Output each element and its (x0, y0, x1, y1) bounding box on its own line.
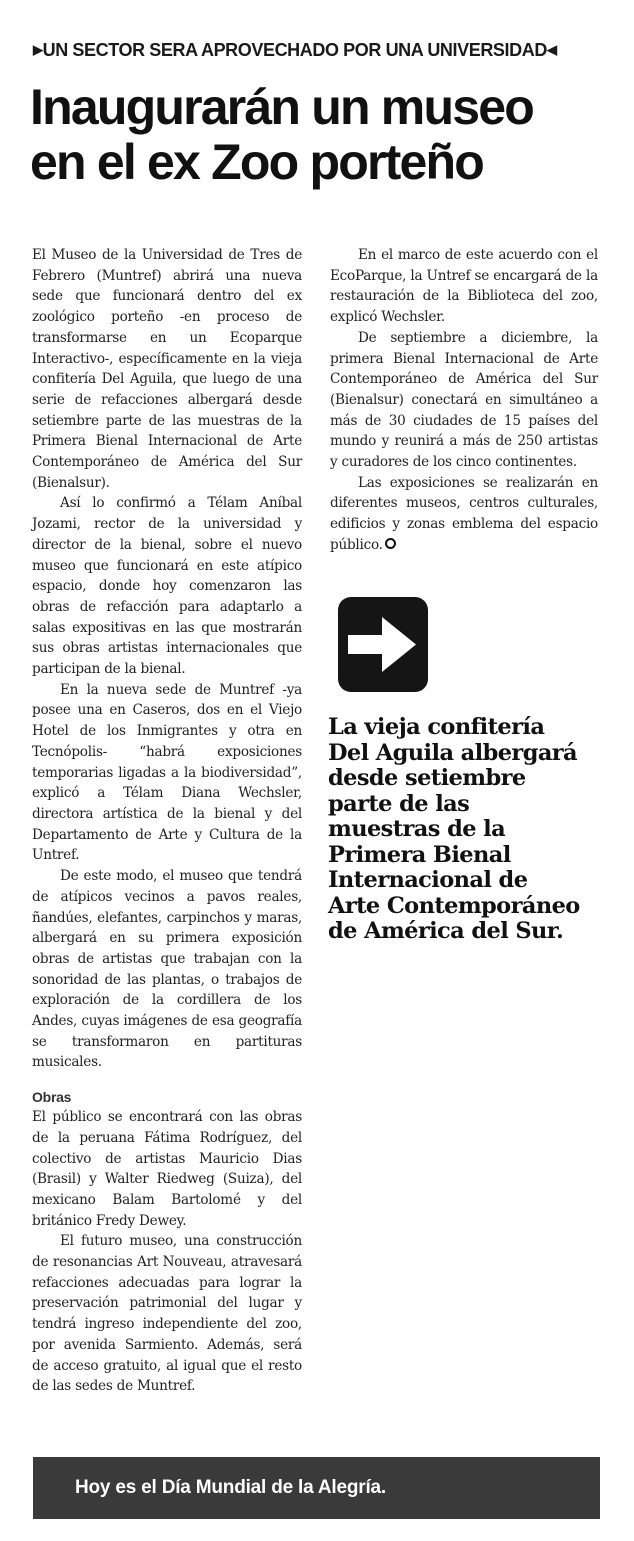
paragraph-9 (330, 473, 598, 556)
pull-quote-line: muestras de la (328, 816, 506, 842)
arrow-box (338, 597, 428, 692)
article-right-column (330, 245, 598, 556)
kicker-text: UN SECTOR SERA APROVECHADO POR UNA UNIVERSIDAD (42, 40, 547, 60)
pull-quote-line: La vieja confitería (328, 714, 545, 740)
pull-quote-line: Arte Contemporáneo (328, 892, 580, 919)
paragraph-7: En el marco de este acuerdo con el EcoParque, la Untref se encargará de la restauración de la Biblioteca del zoo, explicó Wechsler. (330, 247, 598, 326)
article-left-column (32, 245, 302, 1397)
kicker (33, 40, 603, 61)
pull-quote-line: Internacional de (328, 867, 528, 893)
footer-text: Hoy es el Día Mundial de la Alegría. (75, 1477, 386, 1498)
pull-quote-line: Del Aguila albergará (328, 739, 578, 766)
pull-quote-line: de América del Sur. (328, 918, 564, 944)
pull-quote-line: Primera Bienal (328, 841, 511, 868)
subhead-obras: Obras (32, 1089, 72, 1106)
pull-quote-line: desde setiembre (328, 765, 526, 791)
kicker-left-triangle-icon: ▶ (33, 42, 43, 57)
headline-line-2: en el ex Zoo porteño (30, 134, 483, 190)
paragraph-4: De este modo, el museo que tendrá de atípicos vecinos a pavos reales, ñandúes, elefantes, carpinchos y maras, albergará en su primera exposición obras de artistas que trabajan con la sonoridad de las plantas, o trabajos de exploración de la cordillera de los Andes, cuyas imágenes de esa geografía se transformaron en partituras musicales. (32, 868, 302, 1071)
end-of-article-icon (385, 538, 396, 549)
paragraph-9-text: Las exposiciones se realizarán en diferentes museos, centros culturales, edificios y zonas emblema del espacio público. (330, 474, 598, 553)
arrow-right-icon (338, 597, 428, 692)
pull-quote (328, 715, 628, 945)
pull-quote-line: parte de las (328, 790, 470, 817)
kicker-right-triangle-icon: ◀ (546, 42, 557, 57)
paragraph-1: El Museo de la Universidad de Tres de Febrero (Muntref) abrirá una nueva sede que funcionará dentro del ex zoológico porteño -en proceso de transformarse en un Ecoparque Interactivo-, específicamente en la vieja confitería Del Aguila, que luego de una serie de refacciones albergará desde setiembre parte de las muestras de la Primera Bienal Internacional de Arte Contemporáneo de América del Sur (Bienalsur). (32, 247, 302, 491)
headline (30, 80, 630, 190)
paragraph-6: El futuro museo, una construcción de resonancias Art Nouveau, atravesará refacciones adecuadas para lograr la preservación patrimonial del lugar y tendrá ingreso independiente del zoo, por avenida Sarmiento. Además, será de acceso gratuito, al igual que el resto de las sedes de Muntref. (32, 1233, 302, 1395)
paragraph-8: De septiembre a diciembre, la primera Bienal Internacional de Arte Contemporáneo de América del Sur (Bienalsur) conectará en simultáneo a más de 30 ciudades de 15 países del mundo y reunirá a más de 250 artistas y curadores de los cinco continentes. (330, 329, 598, 471)
footer-banner (33, 1457, 600, 1519)
paragraph-2: Así lo confirmó a Télam Aníbal Jozami, rector de la universidad y director de la bienal, sobre el nuevo museo que funcionará en este atípico espacio, donde hoy comenzaron las obras de refacción para adaptarlo a salas expositivas en las que mostrarán sus obras artistas internacionales que participan de la bienal. (32, 495, 302, 678)
paragraph-5: El público se encontrará con las obras de la peruana Fátima Rodríguez, del colectivo de artistas Mauricio Dias (Brasil) y Walter Riedweg (Suiza), del mexicano Balam Bartolomé y del británico Fredy Dewey. (32, 1109, 302, 1229)
headline-line-1: Inaugurarán un museo (30, 79, 533, 135)
paragraph-3: En la nueva sede de Muntref -ya posee una en Caseros, dos en el Viejo Hotel de los Inmigrantes y otra en Tecnópolis- “habrá exposiciones temporarias ligadas a la biodiversidad”, explicó a Télam Diana Wechsler, directora artística de la bienal y del Departamento de Arte y Cultura de la Untref. (32, 681, 302, 864)
